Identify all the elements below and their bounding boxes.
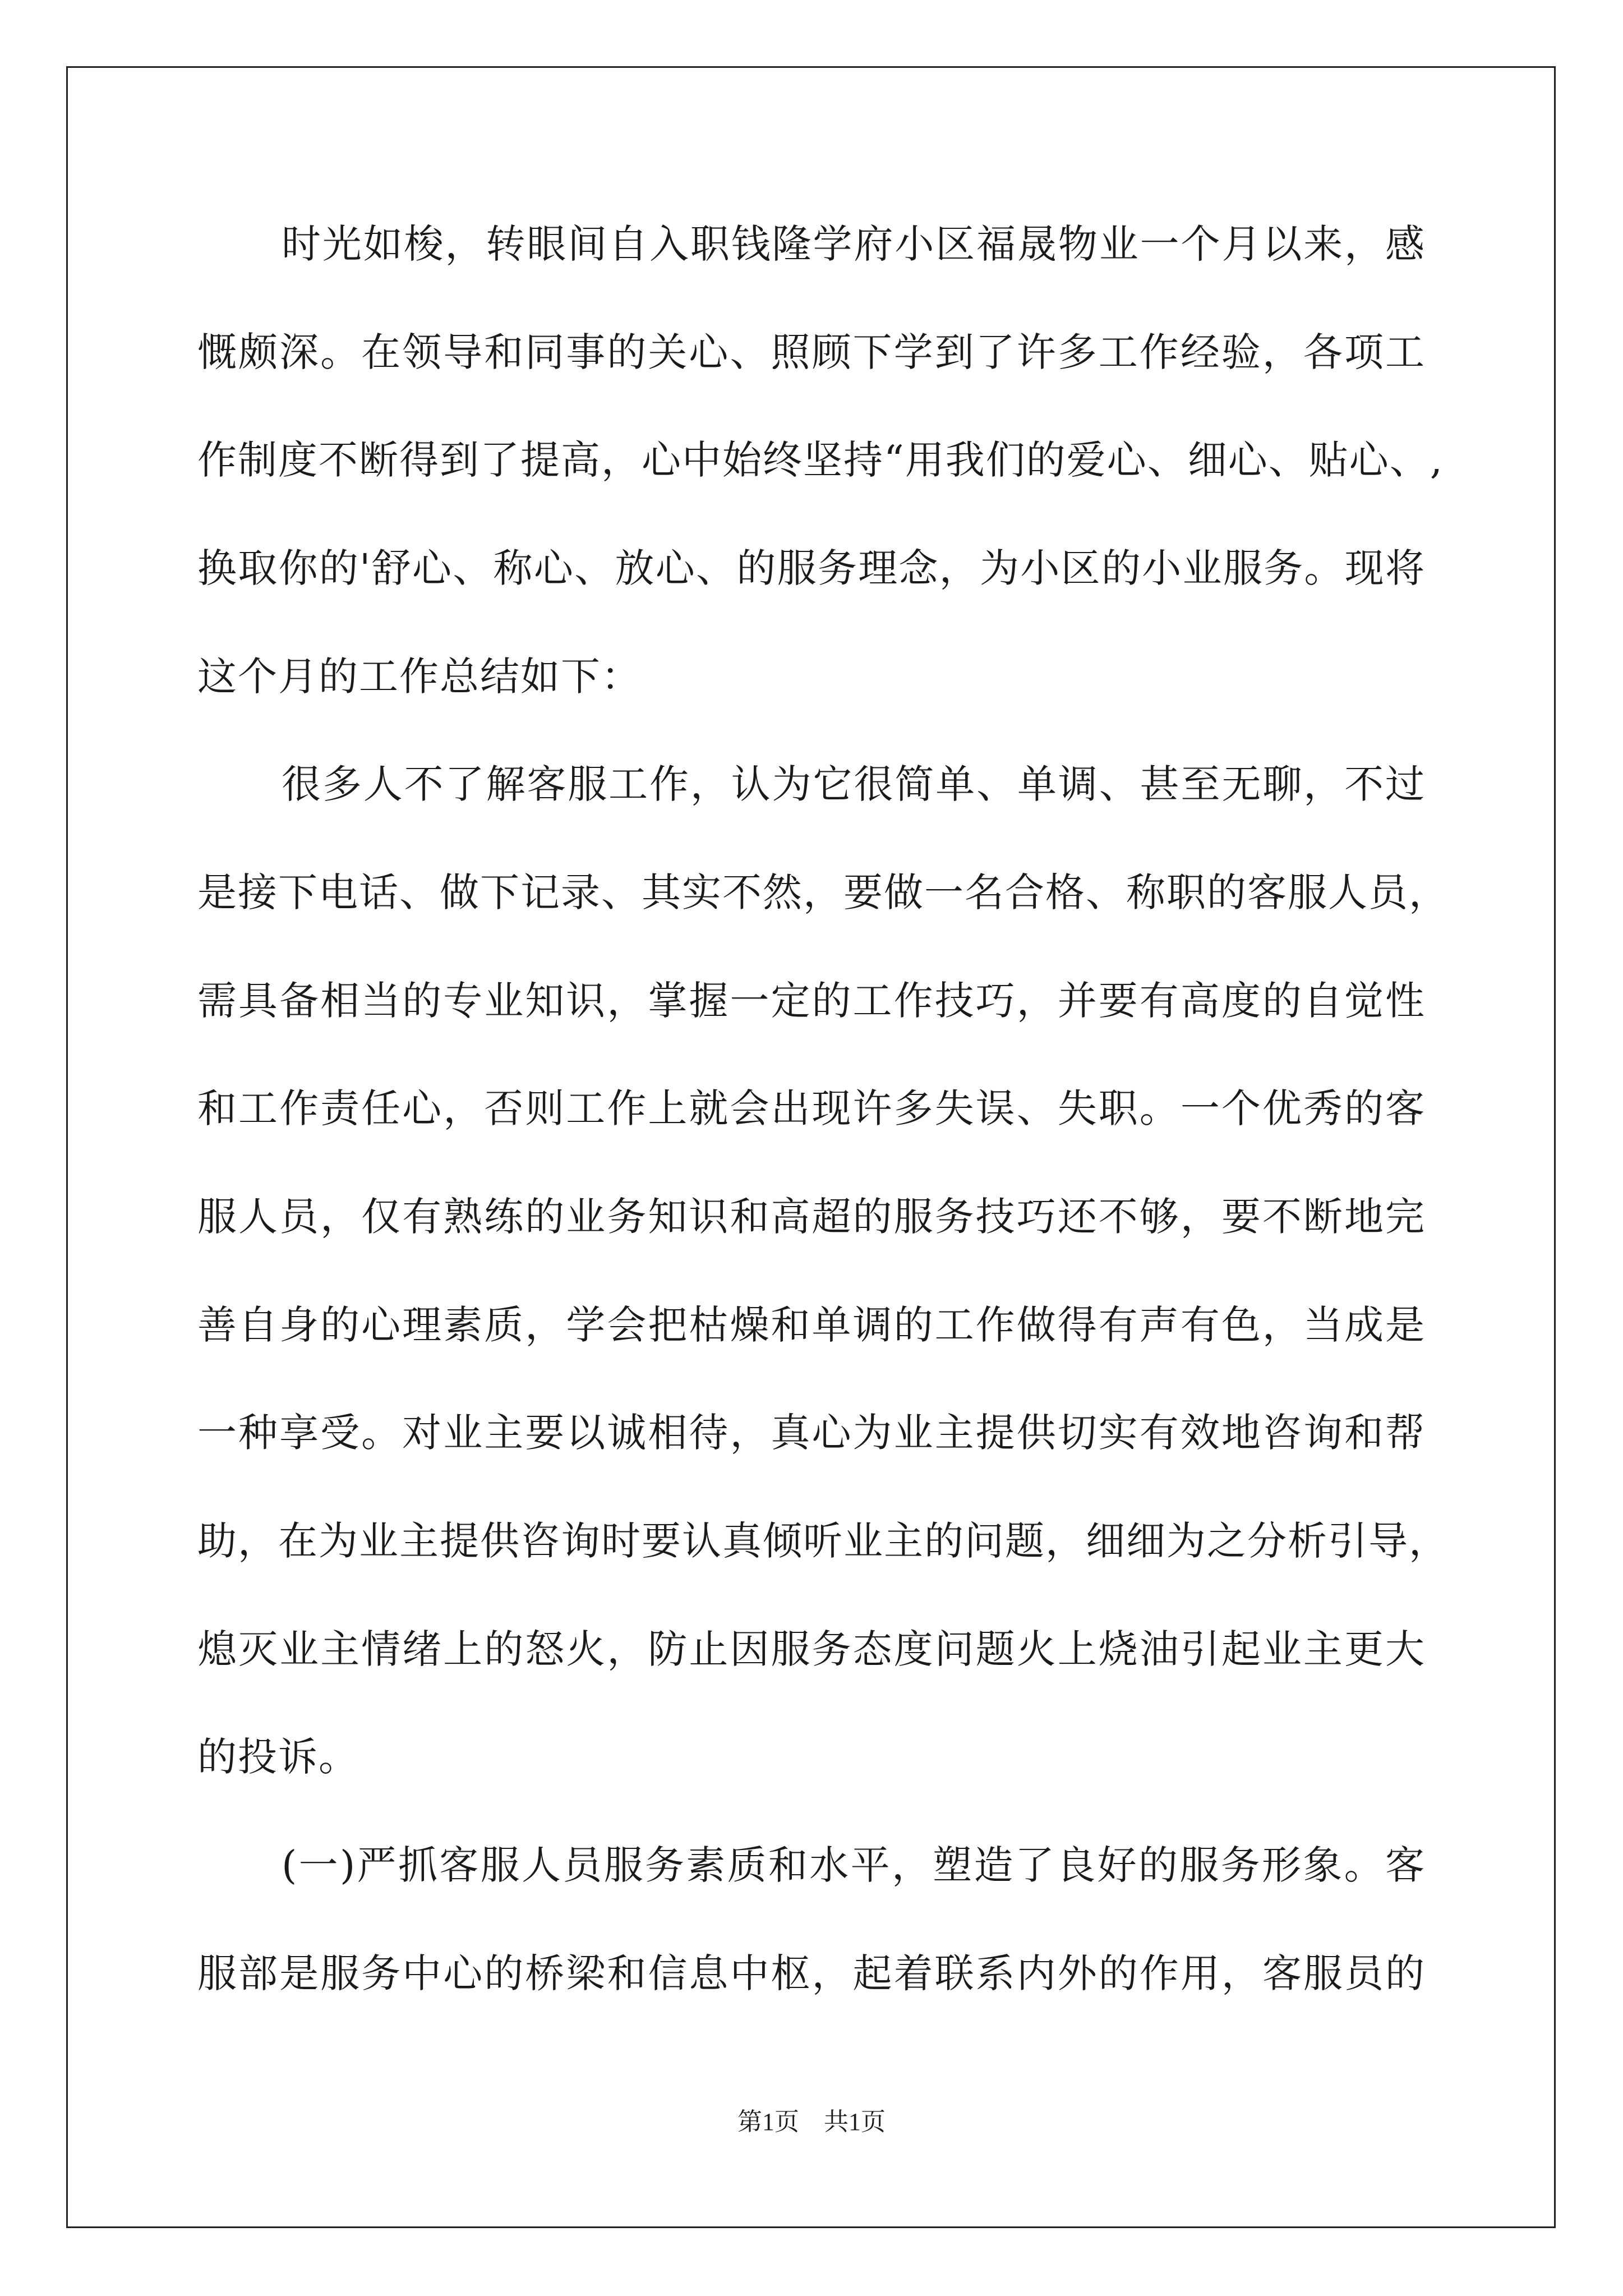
paragraph-2-line-10: 的投诉。 (197, 1734, 359, 1780)
paragraph-2-line-9: 熄灭业主情绪上的怒火，防止因服务态度问题火上烧油引起业主更大 (197, 1626, 1426, 1672)
paragraph-2-line-6: 善自身的心理素质，学会把枯燥和单调的工作做得有声有色，当成是 (197, 1302, 1426, 1348)
paragraph-2-line-8: 助，在为业主提供咨询时要认真倾听业主的问题，细细为之分析引导， (197, 1518, 1449, 1564)
paragraph-1-line-1: 时光如梭，转眼间自入职钱隆学府小区福晟物业一个月以来，感 (282, 221, 1426, 267)
paragraph-2-line-3: 需具备相当的专业知识，掌握一定的工作技巧，并要有高度的自觉性 (197, 978, 1426, 1024)
paragraph-3-line-2: 服部是服务中心的桥梁和信息中枢，起着联系内外的作用，客服员的 (197, 1950, 1426, 1996)
paragraph-1-line-2: 慨颇深。在领导和同事的关心、照顾下学到了许多工作经验，各项工 (197, 329, 1426, 375)
paragraph-1-line-4: 换取你的'舒心、称心、放心、的服务理念，为小区的小业服务。现将 (197, 545, 1426, 591)
paragraph-2-line-1: 很多人不了解客服工作，认为它很简单、单调、甚至无聊，不过 (282, 761, 1426, 807)
paragraph-1-line-5: 这个月的工作总结如下： (197, 654, 642, 700)
page-number-footer: 第1页 共1页 (737, 2108, 886, 2136)
paragraph-2-line-5: 服人员，仅有熟练的业务知识和高超的服务技巧还不够，要不断地完 (197, 1194, 1426, 1240)
paragraph-2-line-2: 是接下电话、做下记录、其实不然，要做一名合格、称职的客服人员， (197, 869, 1449, 915)
paragraph-2-line-7: 一种享受。对业主要以诚相待，真心为业主提供切实有效地咨询和帮 (197, 1410, 1426, 1456)
paragraph-3-line-1: (一)严抓客服人员服务素质和水平，塑造了良好的服务形象。客 (282, 1842, 1426, 1888)
page-border (66, 66, 1556, 2228)
paragraph-1-line-3: 作制度不断得到了提高，心中始终坚持“用我们的爱心、细心、贴心、, (197, 437, 1444, 483)
paragraph-2-line-4: 和工作责任心，否则工作上就会出现许多失误、失职。一个优秀的客 (197, 1085, 1426, 1131)
